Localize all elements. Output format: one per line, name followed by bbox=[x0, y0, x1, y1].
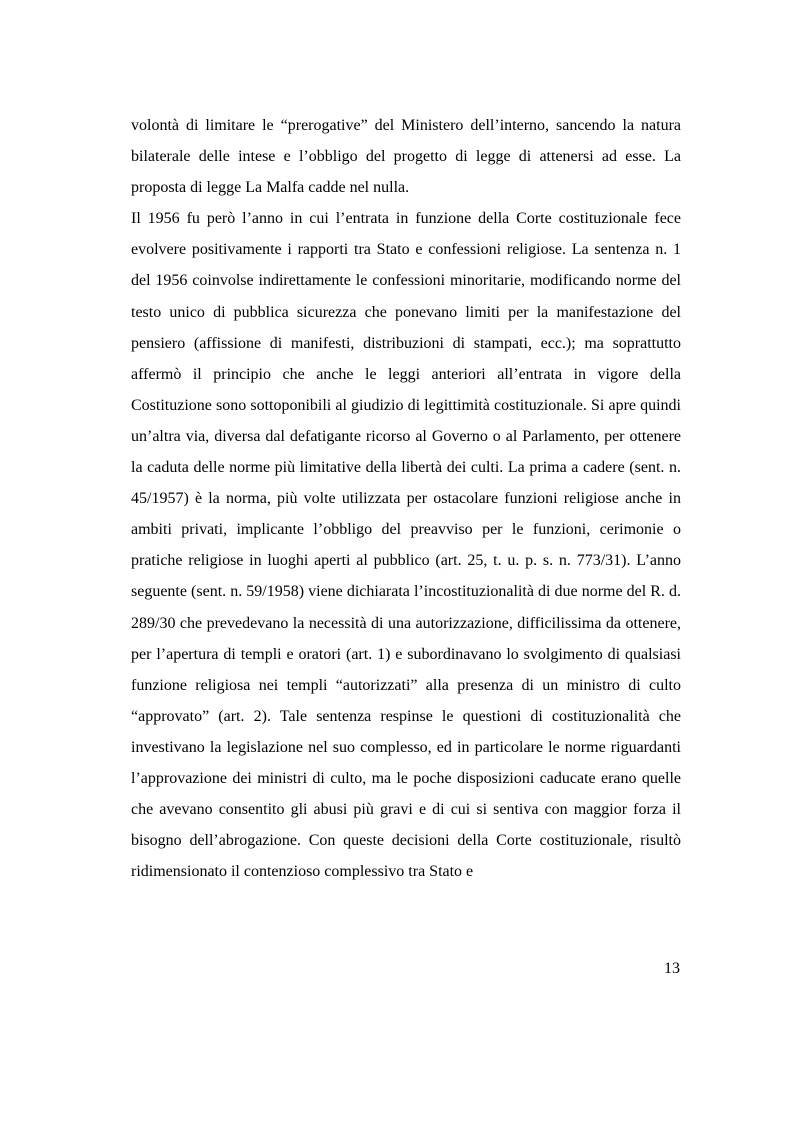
paragraph-2: Il 1956 fu però l’anno in cui l’entrata in funzione della Corte costituzionale fece evolvere positivamente i rapporti tra Stato e confessioni religiose. La sentenza n. 1 del 1956 coinvolse indirettamente le confessioni minoritarie, modificando norme del testo unico di pubblica sicurezza che ponevano limiti per la manifestazione del pensiero (affissione di manifesti, distribuzioni di stampati, ecc.); ma soprattutto affermò il principio che anche le leggi anteriori all’entrata in vigore della Costituzione sono sottoponibili al giudizio di legittimità costituzionale. Si apre quindi un’altra via, diversa dal defatigante ricorso al Governo o al Parlamento, per ottenere la caduta delle norme più limitative della libertà dei culti. La prima a cadere (sent. n. 45/1957) è la norma, più volte utilizzata per ostacolare funzioni religiose anche in ambiti privati, implicante l’obbligo del preavviso per le funzioni, cerimonie o pratiche religiose in luoghi aperti al pubblico (art. 25, t. u. p. s. n. 773/31). L’anno seguente (sent. n. 59/1958) viene dichiarata l’incostituzionalità di due norme del R. d. 289/30 che prevedevano la necessità di una autorizzazione, difficilissima da ottenere, per l’apertura di templi e oratori (art. 1) e subordinavano lo svolgimento di qualsiasi funzione religiosa nei templi “autorizzati” alla presenza di un ministro di culto “approvato” (art. 2). Tale sentenza respinse le questioni di costituzionalità che investivano la legislazione nel suo complesso, ed in particolare le norme riguardanti l’approvazione dei ministri di culto, ma le poche disposizioni caducate erano quelle che avevano consentito gli abusi più gravi e di cui si sentiva con maggior forza il bisogno dell’abrogazione. Con queste decisioni della Corte costituzionale, risultò ridimensionato il contenzioso complessivo tra Stato e bbox=[131, 210, 681, 881]
body-text bbox=[131, 110, 681, 887]
page-number: 13 bbox=[664, 960, 680, 977]
paragraph-1: volontà di limitare le “prerogative” del Ministero dell’interno, sancendo la natura bilaterale delle intese e l’obbligo del progetto di legge di attenersi ad esse. La proposta di legge La Malfa cadde nel nulla. bbox=[131, 117, 681, 197]
